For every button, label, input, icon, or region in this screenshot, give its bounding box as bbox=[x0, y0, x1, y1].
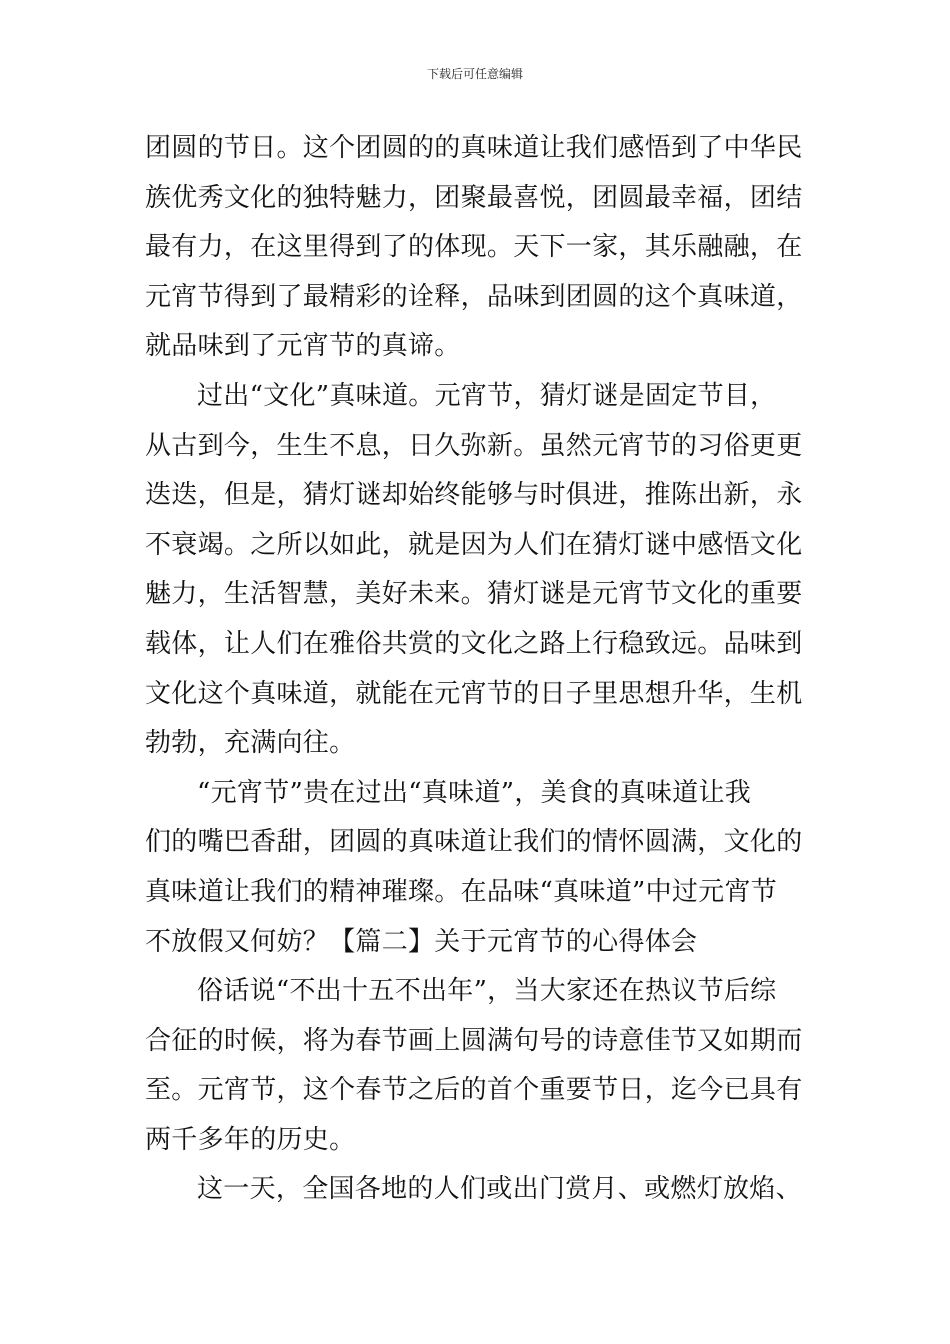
text-line: 从古到今，生生不息，日久弥新。虽然元宵节的习俗更更 bbox=[145, 430, 803, 461]
text-line: 元宵节得到了最精彩的诠释，品味到团圆的这个真味道， bbox=[145, 281, 803, 312]
text-line: 文化这个真味道，就能在元宵节的日子里思想升华，生机 bbox=[145, 678, 803, 709]
text-line: 至。元宵节，这个春节之后的首个重要节日，迄今已具有 bbox=[145, 1075, 803, 1106]
text-line: 真味道让我们的精神璀璨。在品味“真味道”中过元宵节 bbox=[145, 876, 778, 907]
text-line-indented: 俗话说“不出十五不出年”，当大家还在热议节后综 bbox=[197, 976, 777, 1007]
text-line: 魅力，生活智慧，美好未来。猜灯谜是元宵节文化的重要 bbox=[145, 579, 803, 610]
text-line: 合征的时候，将为春节画上圆满句号的诗意佳节又如期而 bbox=[145, 1025, 803, 1056]
text-line: 勃勃，充满向往。 bbox=[145, 728, 356, 759]
text-line: 就品味到了元宵节的真谛。 bbox=[145, 331, 461, 362]
text-line: 迭迭，但是，猜灯谜却始终能够与时俱进，推陈出新，永 bbox=[145, 480, 803, 511]
text-line: 不衰竭。之所以如此，就是因为人们在猜灯谜中感悟文化 bbox=[145, 529, 803, 560]
text-line-indented: 这一天，全国各地的人们或出门赏月、或燃灯放焰、 bbox=[197, 1174, 802, 1205]
text-line: 载体，让人们在雅俗共赏的文化之路上行稳致远。品味到 bbox=[145, 628, 803, 659]
text-line: 最有力，在这里得到了的体现。天下一家，其乐融融，在 bbox=[145, 232, 803, 263]
text-line-indented: “元宵节”贵在过出“真味道”，美食的真味道让我 bbox=[197, 777, 752, 808]
text-line: 不放假又何妨？【篇二】关于元宵节的心得体会 bbox=[145, 926, 698, 957]
text-line: 族优秀文化的独特魅力，团聚最喜悦，团圆最幸福，团结 bbox=[145, 182, 803, 213]
text-line: 团圆的节日。这个团圆的的真味道让我们感悟到了中华民 bbox=[145, 133, 803, 163]
text-lines bbox=[145, 124, 807, 1215]
text-line: 两千多年的历史。 bbox=[145, 1124, 356, 1155]
text-line-indented: 过出“文化”真味道。元宵节，猜灯谜是固定节目， bbox=[197, 380, 777, 411]
text-line: 们的嘴巴香甜，团圆的真味道让我们的情怀圆满，文化的 bbox=[145, 827, 803, 858]
page-header: 下载后可任意编辑 bbox=[426, 67, 523, 81]
body-text bbox=[145, 124, 807, 1215]
